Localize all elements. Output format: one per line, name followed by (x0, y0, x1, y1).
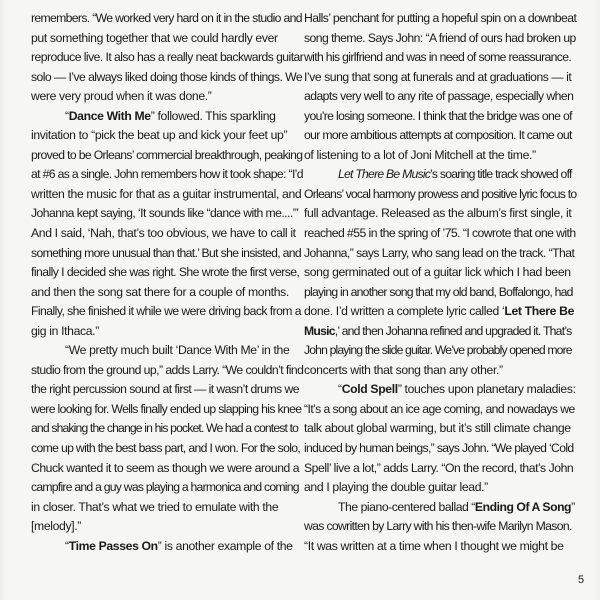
song-title: Music (304, 323, 335, 338)
text-segment: concerts with that song than any other.” (304, 362, 503, 377)
text-line (31, 419, 303, 439)
text-segment: solo — I’ve always liked doing those kinds of things. We (31, 69, 303, 84)
song-title: Ending Of A Song (474, 499, 572, 514)
text-segment: Halls’ penchant for putting a hopeful spin on a downbeat (304, 11, 577, 25)
text-segment: campfire and a guy was playing a harmonica and coming (31, 480, 299, 495)
text-line (31, 361, 303, 381)
text-line (31, 126, 303, 146)
text-segment: and I playing the double guitar lead.” (304, 480, 488, 495)
text-segment: reached #55 in the spring of ’75. “I cowrote that one with (304, 226, 576, 241)
text-line (31, 107, 303, 127)
text-line (304, 361, 576, 381)
text-line (304, 478, 576, 498)
song-title: Dance With Me (68, 108, 151, 123)
text-segment: reproduce live. It also has a really neat backwards guitar (31, 50, 304, 65)
text-segment: I’ve sung that song at funerals and at graduations — it (304, 69, 572, 84)
text-segment: ’s soaring title track showed off (430, 167, 572, 182)
text-segment: Johanna kept saying, ‘It sounds like “dance with me....”’ (31, 206, 299, 221)
text-line (304, 126, 576, 146)
text-segment: And I said, ‘Nah, that’s too obvious, we have to call it (31, 226, 296, 241)
text-line (31, 204, 303, 224)
text-segment: written the music for that as a guitar instrumental, and (31, 186, 302, 201)
text-segment: were very proud when it was done.” (31, 89, 212, 104)
text-line (304, 400, 576, 420)
text-segment: something more unusual than that.’ But she insisted, and (31, 245, 302, 260)
left-text-column (31, 9, 303, 556)
text-line (31, 537, 303, 557)
text-segment: [melody].” (31, 519, 82, 534)
text-line (31, 400, 303, 420)
song-title: Time Passes On (68, 538, 158, 553)
text-line (31, 29, 303, 49)
text-segment: and then the song sat there for a couple of months. (31, 284, 289, 299)
text-line (304, 380, 576, 400)
text-line (304, 29, 576, 49)
text-segment: adapts very well to any rite of passage, especially when (304, 89, 574, 104)
text-line (31, 9, 303, 29)
text-line (31, 498, 303, 518)
text-line (31, 224, 303, 244)
text-line (304, 165, 576, 185)
text-line (304, 68, 576, 88)
text-line (304, 322, 576, 342)
text-line (304, 244, 576, 264)
text-segment: were looking for. Wells finally ended up slapping his knee (31, 401, 302, 416)
text-line (304, 283, 576, 303)
text-line (304, 439, 576, 459)
text-line (31, 68, 303, 88)
text-line (31, 165, 303, 185)
text-segment: studio from the ground up,” adds Larry. “We couldn’t find (31, 362, 304, 377)
text-segment: John playing the slide guitar. We’ve probably opened more (304, 343, 572, 358)
text-line (304, 498, 576, 518)
text-line (304, 517, 576, 537)
text-segment: Finally, she finished it while we were driving back from a (31, 304, 301, 319)
text-line (304, 107, 576, 127)
text-segment: Johanna,” says Larry, who sang lead on the track. “That (304, 245, 575, 260)
text-line (31, 302, 303, 322)
text-segment: Orleans’ vocal harmony prowess and positive lyric focus to (304, 186, 577, 201)
text-segment: Chuck wanted it to seem as though we were around a (31, 460, 300, 475)
page-number: 5 (578, 574, 585, 586)
text-line (304, 302, 576, 322)
text-line (304, 263, 576, 283)
text-segment: put something together that we could hardly ever (31, 30, 278, 45)
text-line (31, 185, 303, 205)
text-line (31, 263, 303, 283)
text-line (304, 419, 576, 439)
text-line (31, 459, 303, 479)
text-line (304, 341, 576, 361)
song-title: Cold Spell (341, 382, 398, 397)
text-line (304, 48, 576, 68)
text-segment: “It was written at a time when I thought we might be (304, 538, 564, 553)
text-segment: finally I decided she was right. She wrote the first verse, (31, 265, 300, 280)
text-segment: ,’ and then Johanna refined and upgraded it. That’s (334, 323, 572, 338)
text-segment: song theme. Says John: “A friend of ours had broken up (304, 30, 576, 45)
text-line (31, 380, 303, 400)
text-segment: The piano-centered ballad “ (338, 499, 475, 514)
text-line (31, 244, 303, 264)
text-segment: was cowritten by Larry with his then-wife Marilyn Mason. (304, 519, 572, 534)
text-segment: ” (571, 499, 575, 514)
text-line (31, 87, 303, 107)
text-segment: invitation to “pick the beat up and kick your feet up” (31, 128, 288, 143)
text-line (304, 204, 576, 224)
text-segment: done. I’d written a complete lyric called ‘ (304, 304, 505, 319)
text-segment: and shaking the change in his pocket. We had a contest to (31, 421, 299, 436)
text-segment: “ (65, 108, 69, 123)
text-segment: “We pretty much built ‘Dance With Me’ in the (65, 343, 290, 358)
text-line (304, 224, 576, 244)
text-segment: song germinated out of a guitar lick which I had been (304, 265, 571, 280)
text-line (31, 341, 303, 361)
text-segment: “ (338, 382, 342, 397)
text-segment: induced by human beings,” says John. “We played ‘Cold (304, 441, 574, 456)
right-text-column (304, 9, 576, 556)
text-line (31, 439, 303, 459)
text-segment: come up with the best bass part, and I won. For the solo, (31, 441, 301, 456)
text-segment: gig in Ithaca.” (31, 323, 99, 338)
text-segment: of listening to a lot of Joni Mitchell at the time.” (304, 147, 536, 162)
text-line (31, 146, 303, 166)
text-segment: ” followed. This sparkling (150, 108, 276, 123)
text-line (31, 283, 303, 303)
text-line (304, 9, 576, 29)
text-segment: at #6 as a single. John remembers how it took shape: “I’d (31, 167, 303, 182)
text-segment: full advantage. Released as the album’s first single, it (304, 206, 572, 221)
text-segment: our more ambitious attempts at composition. It came out (304, 128, 572, 143)
text-segment: in closer. That’s what we tried to emulate with the (31, 499, 279, 514)
text-segment: talk about global warming, but it’s still climate change (304, 421, 571, 436)
text-segment: remembers. “We worked very hard on it in the studio and (31, 11, 302, 25)
text-segment: “ (65, 538, 69, 553)
text-segment: proved to be Orleans’ commercial breakthrough, peaking (31, 147, 303, 162)
text-segment: ” is another example of the (157, 538, 293, 553)
text-line (304, 185, 576, 205)
song-title: Let There Be (504, 304, 574, 319)
text-segment: ” touches upon planetary maladies: (397, 382, 576, 397)
text-line (304, 146, 576, 166)
text-line (31, 478, 303, 498)
text-line (304, 537, 576, 557)
text-segment: “It’s a song about an ice age coming, and nowadays we (304, 401, 575, 416)
text-segment: the right percussion sound at first — it wasn’t drums we (31, 382, 299, 397)
text-segment: Spell’ live a lot,” adds Larry. “On the record, that’s John (304, 460, 574, 475)
text-segment: playing in another song that my old band, Boffalongo, had (304, 284, 573, 299)
text-line (31, 48, 303, 68)
text-segment: with his girlfriend and was in need of some reassurance. (304, 50, 572, 65)
text-segment: you’re losing someone. I think that the bridge was one of (304, 108, 572, 123)
text-line (31, 517, 303, 537)
text-line (304, 459, 576, 479)
album-title: Let There Be Music (338, 167, 431, 182)
text-line (31, 322, 303, 342)
text-line (304, 87, 576, 107)
